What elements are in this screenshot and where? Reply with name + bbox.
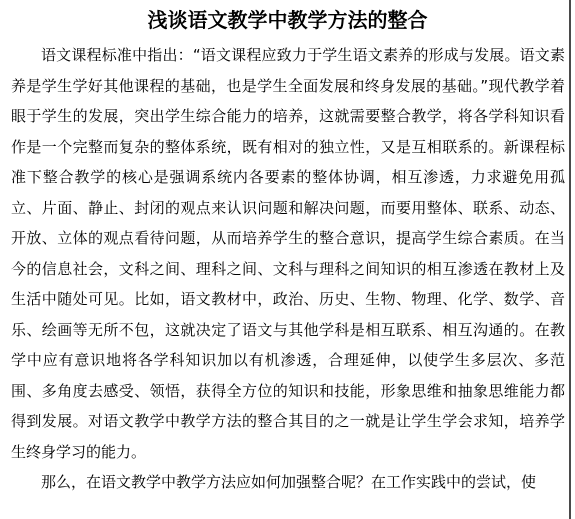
document-title: 浅谈语文教学中教学方法的整合 xyxy=(147,8,428,32)
paragraph-2: 那么，在语文教学中教学方法应如何加强整合呢？在工作实践中的尝试，使 xyxy=(41,473,537,491)
page-edge-divider xyxy=(569,0,571,519)
paragraph-1: 语文课程标准中指出：“语文课程应致力于学生语文素养的形成与发展。语文素养是学生学好其他课程的基础，也是学生全面发展和终身发展的基础。”现代教学着眼于学生的发展，突出学生综合能力的培养，这就需要整合教学，将各学科知识看作是一个完整而复杂的整体系统，既有相对的独立性，又是互相联系的。新课程标准下整合教学的核心是强调系统内各要素的整体协调，相互渗透，力求避免用孤立、片面、静止、封闭的观点来认识问题和解决问题，而要用整体、联系、动态、开放、立体的观点看待问题，从而培养学生的整合意识，提高学生综合素质。在当今的信息社会，文科之间、理科之间、文科与理科之间知识的相互渗透在教材上及生活中随处可见。比如，语文教材中，政治、历史、生物、物理、化学、数学、音乐、绘画等无所不包，这就决定了语文与其他学科是相互联系、相互沟通的。在教学中应有意识地将各学科知识加以有机渗透，合理延伸，以使学生多层次、多范围、多角度去感受、领悟，获得全方位的知识和技能，形象思维和抽象思维能力都得到发展。对语文教学中教学方法的整合其目的之一就是让学生学会求知，培养学生终身学习的能力。 xyxy=(11,46,565,461)
document-body xyxy=(11,40,565,498)
